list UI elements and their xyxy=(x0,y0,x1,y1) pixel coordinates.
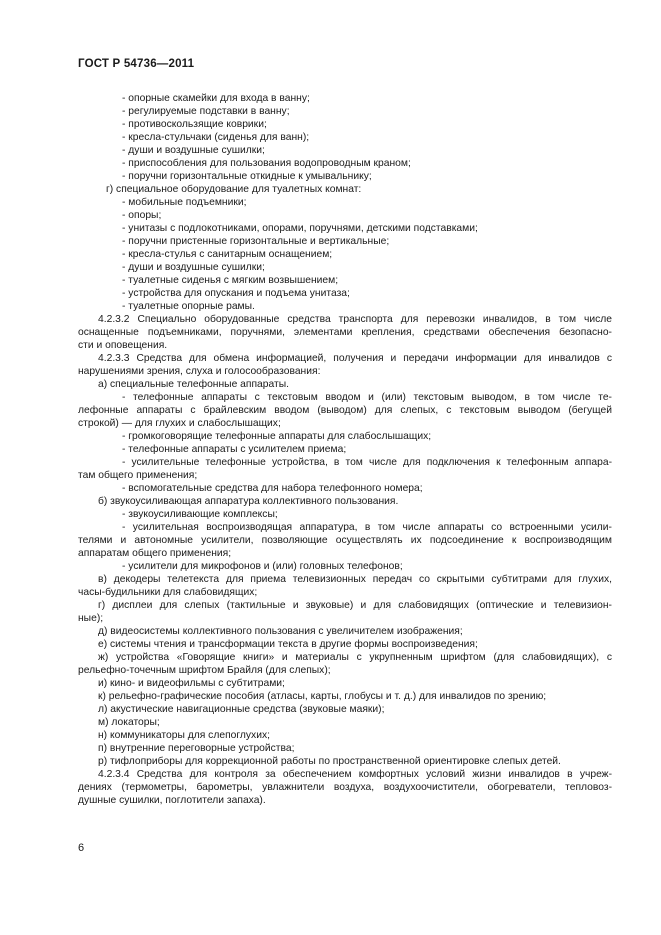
text-line: сти и оповещения. xyxy=(78,340,168,351)
text-line: е) системы чтения и трансформации текста в другие формы воспроизведения; xyxy=(98,639,478,650)
text-line: - души и воздушные сушилки; xyxy=(122,262,265,273)
text-line: нарушениями зрения, слуха и голосообразования: xyxy=(78,366,321,377)
page-number: 6 xyxy=(78,842,85,854)
text-line: - телефонные аппараты с усилителем приема; xyxy=(122,444,347,455)
text-line: 4.2.3.2 Специально оборудованные средства транспорта для перевозки инвалидов, в том числе xyxy=(98,314,612,325)
text-line: г) специальное оборудование для туалетных комнат: xyxy=(106,184,362,195)
text-line: - опоры; xyxy=(122,210,162,221)
text-line: н) коммуникаторы для слепоглухих; xyxy=(98,730,270,741)
text-line: рельефно-точечным шрифтом Брайля (для слепых); xyxy=(78,665,331,676)
text-line: - усилительная воспроизводящая аппаратура, в том числе аппараты со встроенными усили- xyxy=(122,522,612,533)
text-line: и) кино- и видеофильмы с субтитрами; xyxy=(98,678,285,689)
text-line: строкой) — для глухих и слабослышащих; xyxy=(78,418,281,429)
text-line: 4.2.3.4 Средства для контроля за обеспечением комфортных условий жизни инвалидов в учреж- xyxy=(98,769,612,780)
text-line: г) дисплеи для слепых (тактильные и звуковые) и для слабовидящих (оптические и телевизион- xyxy=(98,600,612,611)
text-line: - громкоговорящие телефонные аппараты для слабослышащих; xyxy=(122,431,432,442)
text-line: телями и автономные усилители, позволяющие осуществлять их подсоединение к воспроизводящим xyxy=(78,535,612,546)
text-line: 4.2.3.3 Средства для обмена информацией, получения и передачи информации для инвалидов с xyxy=(98,353,612,364)
text-line: - устройства для опускания и подъема унитаза; xyxy=(122,288,350,299)
text-line: м) локаторы; xyxy=(98,717,160,728)
text-line: аппаратам общего применения; xyxy=(78,548,232,559)
text-line: оснащенные подъемниками, поручнями, элементами крепления, средствами обеспечения безопасно- xyxy=(78,327,612,338)
text-line: р) тифлоприборы для коррекционной работы по пространственной ориентировке слепых детей. xyxy=(98,756,561,767)
text-line: - регулируемые подставки в ванну; xyxy=(122,106,290,117)
text-line: - поручни пристенные горизонтальные и вертикальные; xyxy=(122,236,390,247)
text-line: - души и воздушные сушилки; xyxy=(122,145,265,156)
text-line: - противоскользящие коврики; xyxy=(122,119,267,130)
page-body xyxy=(78,92,612,807)
text-line: б) звукоусиливающая аппаратура коллективного пользования. xyxy=(98,496,399,507)
text-line: часы-будильники для слабовидящих; xyxy=(78,587,258,598)
text-line: - кресла-стулья с санитарным оснащением; xyxy=(122,249,333,260)
text-line: - вспомогательные средства для набора телефонного номера; xyxy=(122,483,423,494)
text-line: л) акустические навигационные средства (звуковые маяки); xyxy=(98,704,385,715)
text-line: там общего применения; xyxy=(78,470,198,481)
text-line: душные сушилки, поглотители запаха). xyxy=(78,795,266,806)
text-line: - звукоусиливающие комплексы; xyxy=(122,509,278,520)
text-line: в) декодеры телетекста для приема телевизионных передач со скрытыми субтитрами для глухих, xyxy=(98,574,612,585)
text-line: д) видеосистемы коллективного пользования с увеличителем изображения; xyxy=(98,626,463,637)
text-line: - унитазы с подлокотниками, опорами, поручнями, детскими подставками; xyxy=(122,223,478,234)
text-line: - приспособления для пользования водопроводным краном; xyxy=(122,158,411,169)
text-line: п) внутренние переговорные устройства; xyxy=(98,743,295,754)
text-line: - усилительные телефонные устройства, в том числе для подключения к телефонным аппара- xyxy=(122,457,612,468)
text-line: - поручни горизонтальные откидные к умывальнику; xyxy=(122,171,372,182)
text-line: лефонные аппараты с брайлевским вводом (выводом) для слепых, с текстовым выводом (бегущей xyxy=(78,405,612,416)
text-line: дениях (термометры, барометры, увлажнители воздуха, воздухоочистители, обогреватели, тепловоз- xyxy=(78,782,612,793)
text-line: - туалетные опорные рамы. xyxy=(122,301,255,312)
text-line: - туалетные сиденья с мягким возвышением; xyxy=(122,275,339,286)
text-line: - усилители для микрофонов и (или) головных телефонов; xyxy=(122,561,403,572)
text-line: к) рельефно-графические пособия (атласы, карты, глобусы и т. д.) для инвалидов по зрению; xyxy=(98,691,547,702)
text-line: - телефонные аппараты с текстовым вводом и (или) текстовым выводом, в том числе те- xyxy=(122,392,612,403)
text-line: - опорные скамейки для входа в ванну; xyxy=(122,93,310,104)
text-line: - кресла-стульчаки (сиденья для ванн); xyxy=(122,132,310,143)
text-line: ные); xyxy=(78,613,104,624)
text-line: ж) устройства «Говорящие книги» и материалы с укрупненным шрифтом (для слабовидящих), с xyxy=(98,652,612,663)
document-header: ГОСТ Р 54736—2011 xyxy=(78,58,195,70)
text-line: а) специальные телефонные аппараты. xyxy=(98,379,289,390)
text-line: - мобильные подъемники; xyxy=(122,197,247,208)
